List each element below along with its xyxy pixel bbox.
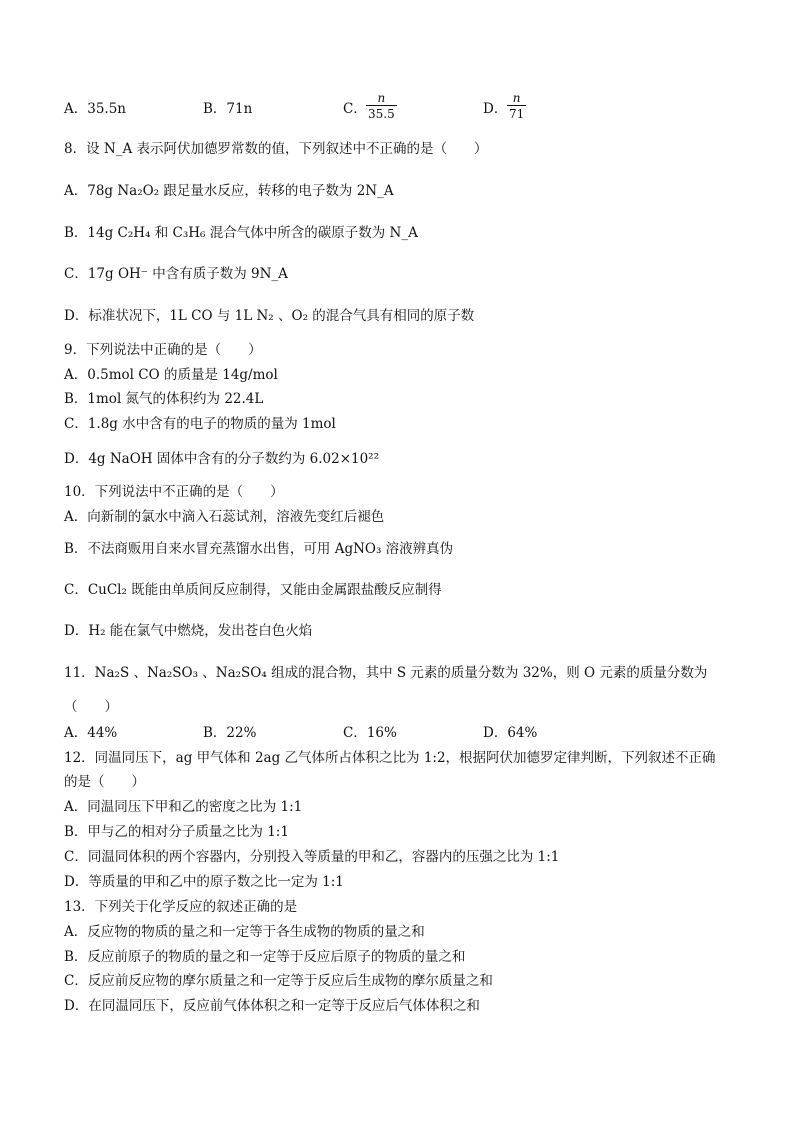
q10-stem: 10．下列说法中不正确的是（ ） [64, 484, 284, 500]
q7-option-c-label: C． [343, 101, 367, 117]
q12-stem-line1: 12．同温同压下，ag 甲气体和 2ag 乙气体所占体积之比为 1:2，根据阿伏加德罗定律判断，下列叙述不正确 [64, 750, 716, 766]
q8-stem: 8．设 N_A 表示阿伏加德罗常数的值，下列叙述中不正确的是（ ） [64, 141, 488, 157]
q10-option-d: D．H₂ 能在氯气中燃烧，发出苍白色火焰 [64, 623, 313, 639]
q10-option-a: A．向新制的氯水中滴入石蕊试剂，溶液先变红后褪色 [64, 509, 385, 525]
q7-option-d-label: D． [483, 101, 508, 117]
q7-option-d-fraction [507, 91, 526, 121]
q8-option-c: C．17g OH⁻ 中含有质子数为 9N_A [64, 266, 288, 282]
q12-stem-line2: 的是（ ） [64, 774, 145, 790]
q7-d-numerator: n [512, 91, 521, 105]
q11-answer-paren: （ ） [64, 699, 118, 715]
q7-option-a: A．35.5n [64, 101, 127, 117]
q11-option-a: A．44% [64, 725, 118, 741]
q7-option-c-fraction [366, 91, 397, 121]
q13-option-b: B．反应前原子的物质的量之和一定等于反应后原子的物质的量之和 [64, 949, 466, 965]
q8-option-d: D．标准状况下，1L CO 与 1L N₂ 、O₂ 的混合气具有相同的原子数 [64, 308, 475, 324]
q8-option-a: A．78g Na₂O₂ 跟足量水反应，转移的电子数为 2N_A [64, 183, 394, 199]
q11-stem: 11．Na₂S 、Na₂SO₃ 、Na₂SO₄ 组成的混合物，其中 S 元素的质量分数为 32%，则 O 元素的质量分数为 [64, 665, 708, 681]
q8-option-b: B．14g C₂H₄ 和 C₃H₆ 混合气体中所含的碳原子数为 N_A [64, 225, 418, 241]
q13-option-c: C．反应前反应物的摩尔质量之和一定等于反应后生成物的摩尔质量之和 [64, 973, 493, 989]
q7-c-denominator: 35.5 [368, 107, 395, 121]
q12-option-a: A．同温同压下甲和乙的密度之比为 1:1 [64, 799, 303, 815]
q10-option-b: B．不法商贩用自来水冒充蒸馏水出售，可用 AgNO₃ 溶液辨真伪 [64, 541, 454, 557]
q13-stem: 13．下列关于化学反应的叙述正确的是 [64, 899, 298, 915]
q12-option-c: C．同温同体积的两个容器内，分别投入等质量的甲和乙，容器内的压强之比为 1:1 [64, 849, 560, 865]
q9-option-a: A．0.5mol CO 的质量是 14g/mol [64, 367, 278, 383]
q7-d-denominator: 71 [509, 107, 525, 121]
q9-option-c: C．1.8g 水中含有的电子的物质的量为 1mol [64, 416, 336, 432]
q11-option-b: B．22% [203, 725, 257, 741]
q12-option-d: D．等质量的甲和乙中的原子数之比一定为 1:1 [64, 874, 344, 890]
q13-option-a: A．反应物的物质的量之和一定等于各生成物的物质的量之和 [64, 924, 425, 940]
q9-option-b: B．1mol 氮气的体积约为 22.4L [64, 391, 264, 407]
q7-c-numerator: n [377, 91, 386, 105]
q13-option-d: D．在同温同压下，反应前气体体积之和一定等于反应后气体体积之和 [64, 998, 480, 1014]
q9-stem: 9．下列说法中正确的是（ ） [64, 342, 262, 358]
q9-option-d: D．4g NaOH 固体中含有的分子数约为 6.02×10²² [64, 451, 380, 467]
q11-option-d: D．64% [483, 725, 538, 741]
q12-option-b: B．甲与乙的相对分子质量之比为 1:1 [64, 824, 289, 840]
q10-option-c: C．CuCl₂ 既能由单质间反应制得，又能由金属跟盐酸反应制得 [64, 582, 442, 598]
q11-option-c: C．16% [343, 725, 397, 741]
q7-option-b: B．71n [203, 101, 253, 117]
